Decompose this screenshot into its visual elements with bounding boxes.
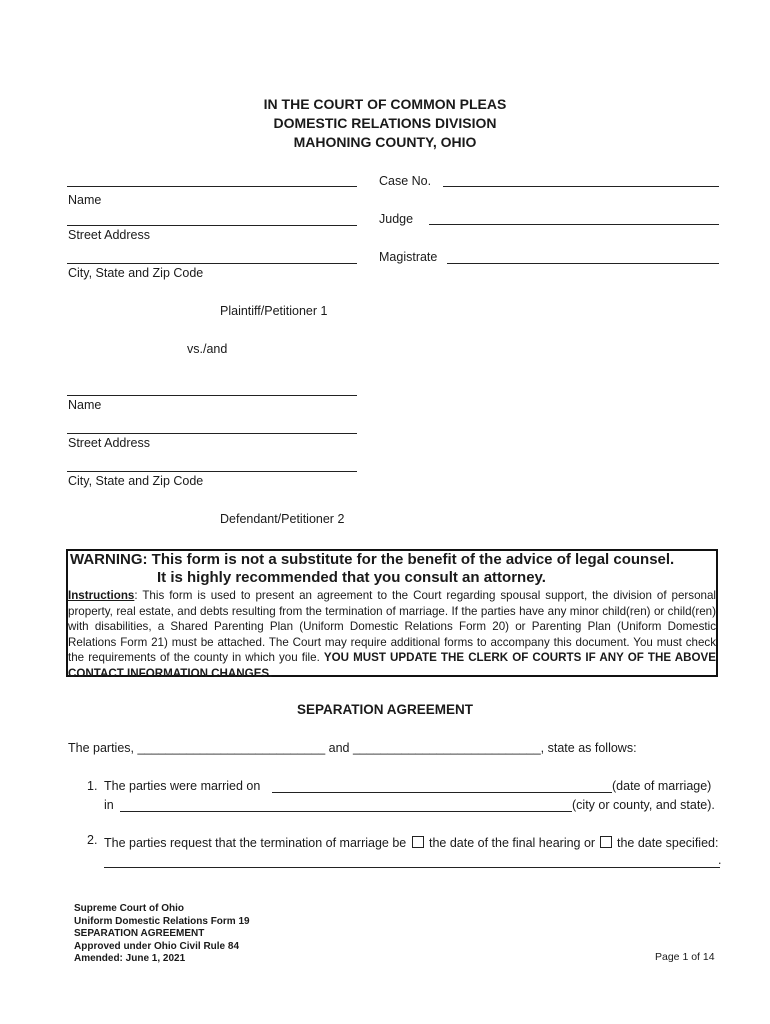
warning-line2: It is highly recommended that you consult an attorney. bbox=[157, 569, 546, 586]
item2-text: The parties request that the termination of marriage be bbox=[104, 836, 407, 850]
party1-name-field[interactable] bbox=[67, 186, 357, 187]
marriage-date-field[interactable] bbox=[272, 792, 612, 793]
instructions-text: : This form is used to present an agreement to the Court regarding spousal support, the division of personal property, real estate, and debts resulting from the termination of marriage. If the parties have any minor child(ren) or child(ren) with disabilities, a Shared Parenting Plan (Uniform Domestic Relations Form 20) or Parenting Plan (Uniform Domestic Relations Form 21) must be attached. The Court may require additional forms to accompany this document. You must check the requirements of the county in which you file. bbox=[68, 589, 716, 665]
versus-text: vs./and bbox=[187, 342, 228, 356]
footer-line5: Amended: June 1, 2021 bbox=[74, 953, 186, 965]
judge-label: Judge bbox=[379, 212, 414, 226]
final-hearing-checkbox[interactable] bbox=[412, 836, 424, 848]
case-no-label: Case No. bbox=[379, 174, 432, 188]
footer-line2: Uniform Domestic Relations Form 19 bbox=[74, 915, 250, 927]
footer-line1: Supreme Court of Ohio bbox=[74, 903, 184, 914]
footer-line4: Approved under Ohio Civil Rule 84 bbox=[74, 940, 240, 952]
party2-name-field[interactable] bbox=[67, 395, 357, 396]
party1-city-field[interactable] bbox=[67, 263, 357, 264]
marriage-place-field[interactable] bbox=[120, 811, 572, 812]
case-no-field[interactable] bbox=[443, 186, 719, 187]
item2-period: . bbox=[718, 853, 722, 867]
agreement-title: SEPARATION AGREEMENT bbox=[296, 702, 473, 717]
judge-field[interactable] bbox=[429, 224, 719, 225]
party2-city-field[interactable] bbox=[67, 471, 357, 472]
instructions-paragraph bbox=[68, 588, 716, 682]
court-title: IN THE COURT OF COMMON PLEAS bbox=[263, 96, 507, 112]
party2-city-label: City, State and Zip Code bbox=[68, 474, 204, 488]
warning-line1: WARNING: This form is not a substitute for the benefit of the advice of legal counsel. bbox=[70, 551, 675, 568]
item1-date-suffix: (date of marriage) bbox=[612, 779, 712, 793]
instructions-bold-text: YOU MUST UPDATE THE CLERK OF COURTS IF ANY OF THE ABOVE CONTACT INFORMATION CHANGES. bbox=[68, 651, 716, 680]
county-title: MAHONING COUNTY, OHIO bbox=[293, 134, 477, 150]
item2-option1-label: the date of the final hearing or bbox=[429, 836, 596, 850]
party1-street-label: Street Address bbox=[68, 228, 150, 242]
party2-street-field[interactable] bbox=[67, 433, 357, 434]
item2-number: 2. bbox=[87, 833, 98, 847]
parties-statement: The parties, ___________________________ and ___________________________, state as follows: bbox=[68, 741, 637, 755]
party1-name-label: Name bbox=[68, 193, 102, 207]
party2-role: Defendant/Petitioner 2 bbox=[220, 512, 345, 526]
item1-number: 1. bbox=[87, 779, 98, 793]
form-footer bbox=[74, 903, 250, 966]
date-specified-checkbox[interactable] bbox=[600, 836, 612, 848]
item2-option2-label: the date specified: bbox=[617, 836, 719, 850]
specified-date-field[interactable] bbox=[104, 867, 720, 868]
magistrate-field[interactable] bbox=[447, 263, 719, 264]
division-title: DOMESTIC RELATIONS DIVISION bbox=[273, 115, 497, 131]
instructions-label: Instructions bbox=[68, 589, 135, 602]
party1-street-field[interactable] bbox=[67, 225, 357, 226]
item1-place-suffix: (city or county, and state). bbox=[572, 798, 715, 812]
item1-text: The parties were married on bbox=[104, 779, 261, 793]
magistrate-label: Magistrate bbox=[379, 250, 438, 264]
party2-street-label: Street Address bbox=[68, 436, 150, 450]
item1-in: in bbox=[104, 798, 114, 812]
footer-line3: SEPARATION AGREEMENT bbox=[74, 928, 205, 940]
page-number: Page 1 of 14 bbox=[655, 951, 715, 963]
party1-role: Plaintiff/Petitioner 1 bbox=[220, 304, 328, 318]
party2-name-label: Name bbox=[68, 398, 102, 412]
party1-city-label: City, State and Zip Code bbox=[68, 266, 204, 280]
